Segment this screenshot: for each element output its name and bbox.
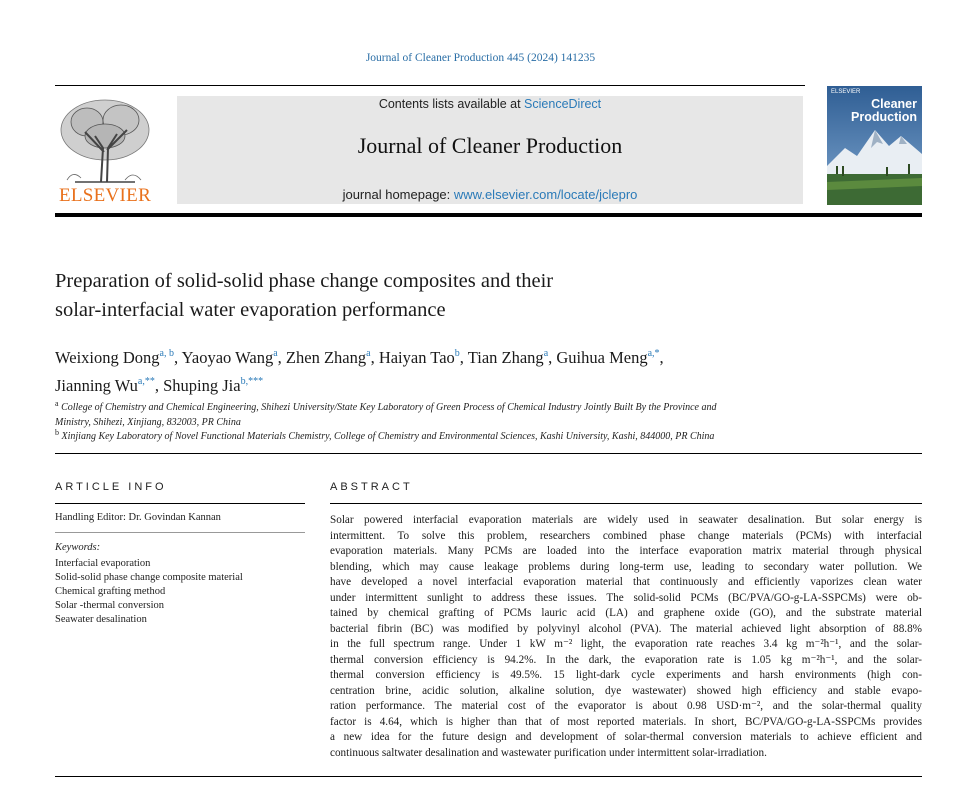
handling-editor: Handling Editor: Dr. Govindan Kannan [55, 512, 221, 523]
cover-title-line1: Cleaner [871, 97, 917, 111]
cover-publisher: ELSEVIER [831, 89, 861, 95]
author-affiliation-mark[interactable]: a, b [159, 348, 174, 359]
contents-prefix: Contents lists available at [378, 97, 525, 111]
abstract-line: under intermittent sunlight to address these issues. The solid-solid PCMs (BC/PVA/GO-g-LA-SSPCMs) were ob- [330, 591, 922, 604]
article-info-rule [55, 503, 305, 504]
abstract-line: continuous saltwater desalination and wastewater purification under intermittent solar-irradiation. [330, 746, 767, 759]
abstract-line: in the full spectrum range. Under 1 kW m⁻² light, the evaporation rate reaches 3.4 kg m⁻²h⁻¹, and the solar- [330, 638, 922, 650]
header-top-rule [55, 85, 805, 86]
author-affiliation-mark[interactable]: a,* [647, 348, 660, 359]
author-affiliation-mark[interactable]: b [454, 348, 460, 359]
keyword-item: Solid-solid phase change composite material [55, 572, 243, 583]
author-affiliation-mark[interactable]: b,*** [240, 376, 264, 387]
author-name[interactable]: Yaoyao Wang [181, 348, 274, 367]
keyword-item: Chemical grafting method [55, 586, 166, 597]
author-name[interactable]: Jianning Wu [55, 376, 138, 395]
author-name[interactable]: Tian Zhang [467, 348, 544, 367]
abstract-line: factor is 4.64, which is higher than that of most reported materials. In short, BC/PVA/GO-g-LA-SSPCMs provides [330, 715, 922, 728]
author-name[interactable]: Zhen Zhang [285, 348, 367, 367]
abstract-line: thermal conversion efficiency is 94.2%. In the dark, the evaporation rate is 1.05 kg m⁻²h⁻¹, and the solar- [330, 653, 922, 666]
keyword-item: Solar -thermal conversion [55, 600, 165, 611]
paper-title [55, 267, 915, 325]
affiliation-b-line1: Xinjiang Key Laboratory of Novel Functional Materials Chemistry, College of Chemistry and Environmental Sciences, Kashi University, Kashi, 844000, PR China [61, 431, 715, 442]
homepage-line [177, 187, 803, 202]
journal-title: Journal of Cleaner Production [357, 133, 623, 158]
abstract-body [330, 513, 922, 761]
affiliation-a-line2: Ministry, Shihezi, Xinjiang, 832003, PR China [55, 417, 241, 428]
abstract-line: evaporation materials. Many PCMs are loaded into the interface evaporation matrix material through physical [330, 545, 922, 557]
affiliation-mark: a [55, 399, 59, 408]
abstract-line: Solar powered interfacial evaporation materials are widely used in seawater desalination. But solar energy is [330, 514, 922, 526]
cover-title-line2: Production [851, 110, 917, 124]
author-list [55, 342, 925, 398]
section-divider [55, 453, 922, 454]
page-bottom-rule [55, 776, 922, 777]
abstract-line: blending, which may cause leakage problems during long-term use, leading to secondary water pollution. We [330, 560, 922, 573]
abstract-rule [330, 503, 922, 504]
paper-title-line2: solar-interfacial water evaporation performance [55, 299, 446, 321]
author-name[interactable]: Shuping Jia [163, 376, 241, 395]
abstract-line: intermittent. To solve this problem, researchers combined phase change materials (PCMs) with interfacial [330, 529, 922, 542]
abstract-line: a new idea for the future design and development of solar-thermal conversion materials to achieve efficient and [330, 731, 922, 743]
author-affiliation-mark[interactable]: a [366, 348, 371, 359]
abstract-line: have developed a novel interfacial evaporation material that continuously and efficiently vaporizes clean water [330, 576, 922, 588]
header-bottom-rule [55, 213, 922, 217]
abstract-line: tained by chemical grafting of PCMs lauric acid (LA) and graphene oxide (GO), and the substrate material [330, 607, 922, 619]
abstract-heading: ABSTRACT [330, 481, 413, 493]
affiliation-b [55, 425, 925, 444]
affiliation-a-line1: College of Chemistry and Chemical Engineering, Shihezi University/State Key Laboratory of Green Process of Chemical Industry Jointly Built By the Province and [61, 402, 717, 413]
paper-title-line1: Preparation of solid-solid phase change composites and their [55, 270, 554, 292]
cover-title [829, 98, 917, 124]
abstract-line: thermal conversion efficiency is 49.5%. 15 light-dark cycle experiments and harsh environments (high con- [330, 669, 922, 681]
article-info-heading: ARTICLE INFO [55, 481, 167, 493]
abstract-line: centration brine, acidic solution, alkaline solution, dye wastewater) showed high efficiency and stable evapo- [330, 684, 922, 697]
abstract-line: ration performance. The material cost of the evaporator is about 0.98 USD·m⁻², and the solar-thermal quality [330, 700, 922, 712]
author-name[interactable]: Guihua Meng [556, 348, 648, 367]
author-line-1: Weixiong Dong$^{a, b}$, Yaoyao Wang$^a$, Zhen Zhang$^a$, Haiyan Tao$^b$, Tian Zhang$^a$, Guihua Meng$^{a,*}$, [55, 348, 664, 367]
contents-line [177, 97, 803, 111]
journal-reference[interactable]: Journal of Cleaner Production 445 (2024) 141235 [365, 52, 596, 64]
author-name[interactable]: Weixiong Dong [55, 348, 160, 367]
author-affiliation-mark[interactable]: a [543, 348, 549, 359]
keywords-label: Keywords: [55, 542, 101, 553]
keyword-list [55, 557, 315, 627]
sciencedirect-link[interactable]: ScienceDirect [524, 97, 602, 111]
abstract-line: bacterial fibrin (BC) was modified by polyvinyl alcohol (PVA). The material achieved light absorption of 88.8% [330, 622, 922, 635]
affiliation-mark: b [55, 428, 59, 437]
elsevier-wordmark[interactable]: ELSEVIER [58, 185, 152, 206]
journal-cover-thumbnail[interactable] [827, 86, 922, 205]
keyword-item: Interfacial evaporation [55, 558, 151, 569]
keyword-item: Seawater desalination [55, 614, 147, 625]
author-name[interactable]: Haiyan Tao [378, 348, 455, 367]
author-line-2: Jianning $Wu^{a,**}$, Shuping Jia$^{b,***}$ [55, 376, 264, 395]
handling-editor-rule [55, 532, 305, 533]
author-affiliation-mark[interactable]: a,** [137, 376, 155, 387]
author-affiliation-mark[interactable]: a [273, 348, 278, 359]
homepage-prefix: journal homepage: [342, 187, 454, 202]
journal-homepage-link[interactable]: www.elsevier.com/locate/jclepro [453, 187, 638, 202]
